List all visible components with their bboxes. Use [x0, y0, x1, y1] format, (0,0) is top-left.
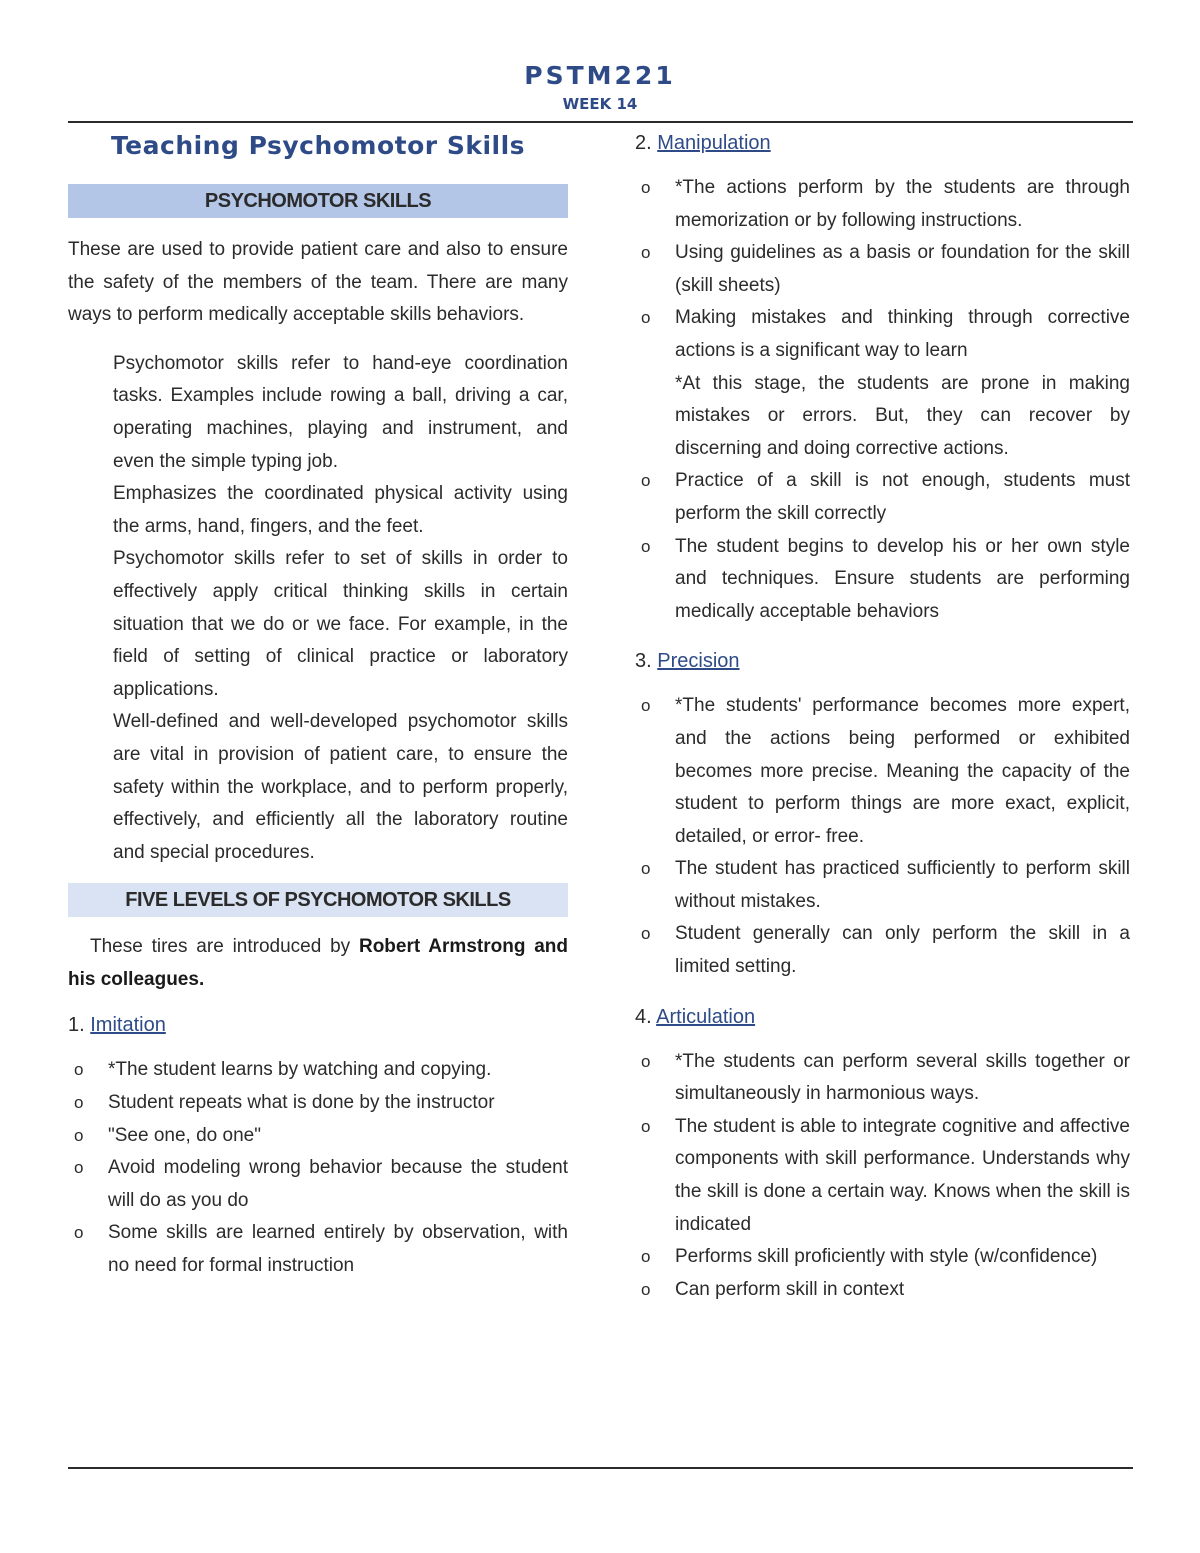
list-item-text: Using guidelines as a basis or foundation for the skill (skill sheets): [675, 242, 1130, 296]
bullet-icon: o: [641, 924, 651, 944]
header-rule: [68, 121, 1133, 123]
list-item-text: The student has practiced sufficiently to perform skill without mistakes.: [675, 858, 1130, 912]
list-item: [635, 1241, 1130, 1274]
level-heading: [635, 1000, 1130, 1034]
footer-rule: [68, 1467, 1133, 1469]
level-number: 4.: [635, 1005, 652, 1028]
list-item-text: Student generally can only perform the skill in a limited setting.: [675, 923, 1130, 978]
level-number: 3.: [635, 650, 652, 673]
bullet-icon: o: [74, 1158, 84, 1178]
levels-intro: [68, 931, 568, 996]
list-item: [635, 237, 1130, 302]
list-item-text: Student repeats what is done by the instructor: [108, 1092, 495, 1114]
paragraph: Psychomotor skills refer to set of skills in order to effectively apply critical thinking skills in certain situation that we do or we face. For example, in the field of setting of clinical practice or laboratory applications.: [113, 548, 568, 700]
list-item: [635, 1111, 1130, 1241]
bullet-icon: o: [641, 536, 651, 556]
level-block: [635, 644, 1130, 983]
bullet-icon: o: [641, 471, 651, 491]
level-name: Imitation: [90, 1014, 166, 1037]
bullet-icon: o: [641, 1051, 651, 1071]
document-title: Teaching Psychomotor Skills: [110, 131, 526, 160]
bullet-icon: o: [641, 308, 651, 328]
paragraph: Well-defined and well-developed psychomotor skills are vital in provision of patient care, to ensure the safety within the workplace, and to perform properly, effectively, and efficiently all the laboratory routine and special procedures.: [113, 711, 568, 863]
section-heading-psychomotor-skills: PSYCHOMOTOR SKILLS: [68, 184, 568, 218]
bullet-icon: o: [641, 859, 651, 879]
list-item-text: The student is able to integrate cognitive and affective components with skill performance. Understands why the skill is done a certain way. Knows when the skill is indicated: [675, 1115, 1130, 1235]
level-name: Precision: [657, 650, 740, 673]
level-bullet-list: [635, 690, 1130, 983]
list-item: [635, 1046, 1130, 1111]
level-heading: [635, 126, 1130, 160]
week-label: WEEK 14: [562, 95, 638, 113]
level-bullet-list: [635, 172, 1130, 628]
list-item-text: *The students can perform several skills together or simultaneously in harmonious ways.: [675, 1050, 1130, 1105]
list-item-text: *The students' performance becomes more expert, and the actions being performed or exhibited becomes more precise. Meaning the capacity of the student to perform things are more exact, explicit, detailed, or error- free.: [675, 695, 1130, 847]
level-block: [635, 126, 1130, 628]
list-item-text: The student begins to develop his or her own style and techniques. Ensure students are performing medically acceptable behaviors: [675, 535, 1130, 622]
list-item-text: Making mistakes and thinking through corrective actions is a significant way to learn: [675, 307, 1130, 361]
bullet-icon: o: [641, 696, 651, 716]
right-column: [635, 126, 1130, 1306]
list-item: [68, 1120, 568, 1153]
bullet-icon: o: [74, 1125, 84, 1145]
list-item: [68, 1087, 568, 1120]
bullet-icon: o: [641, 178, 651, 197]
list-item: [68, 1217, 568, 1282]
level-number: 1.: [68, 1014, 85, 1037]
level-number: 2.: [635, 132, 652, 154]
list-item: [635, 302, 1130, 465]
level-block: [68, 1008, 568, 1282]
list-item: [635, 172, 1130, 237]
level-name: Articulation: [656, 1005, 756, 1028]
list-item-text: Some skills are learned entirely by observation, with no need for formal instruction: [108, 1222, 568, 1277]
level-bullet-list: [635, 1046, 1130, 1307]
level-name: Manipulation: [657, 132, 771, 154]
level-heading: [635, 644, 1130, 678]
left-column: [68, 126, 568, 1283]
course-code: PSTM221: [524, 61, 676, 90]
list-item-text: Performs skill proficiently with style (w/confidence): [675, 1246, 1098, 1268]
bullet-icon: o: [74, 1060, 84, 1080]
list-item-text: Practice of a skill is not enough, students must perform the skill correctly: [675, 470, 1130, 524]
bullet-icon: o: [74, 1223, 84, 1243]
bullet-icon: o: [641, 1116, 651, 1136]
section-heading-five-levels: FIVE LEVELS OF PSYCHOMOTOR SKILLS: [68, 883, 568, 917]
bullet-icon: o: [641, 243, 651, 263]
list-item-text: Avoid modeling wrong behavior because the student will do as you do: [108, 1157, 568, 1211]
list-item: [635, 465, 1130, 530]
bullet-icon: o: [641, 1247, 651, 1267]
paragraph: Psychomotor skills refer to hand-eye coordination tasks. Examples include rowing a ball, driving a car, operating machines, playing and instrument, and even the simple typing job.: [113, 352, 568, 472]
list-item: [635, 531, 1130, 629]
list-item-text: *The student learns by watching and copying.: [108, 1059, 492, 1081]
list-item: [635, 1274, 1130, 1307]
list-item: [635, 918, 1130, 983]
page-header: [0, 60, 1200, 114]
levels-intro-text: These tires are introduced by: [90, 936, 359, 958]
list-item-text: *The actions perform by the students are through memorization or by following instructions.: [675, 177, 1130, 231]
list-item-text: Can perform skill in context: [675, 1278, 905, 1300]
paragraph: Emphasizes the coordinated physical activity using the arms, hand, fingers, and the feet.: [113, 483, 568, 537]
bullet-icon: o: [641, 1279, 651, 1299]
list-item: [68, 1152, 568, 1217]
level-block: [635, 1000, 1130, 1307]
level-bullet-list: [68, 1054, 568, 1282]
levels-intro-authors: Robert Armstrong and his colleagues.: [68, 936, 569, 990]
level-heading: [68, 1008, 568, 1042]
bullet-icon: o: [74, 1093, 84, 1113]
list-item-text: "See one, do one": [108, 1124, 261, 1146]
list-item: [68, 1054, 568, 1087]
section-intro: These are used to provide patient care and also to ensure the safety of the members of the team. There are many ways to perform medically acceptable skills behaviors.: [68, 239, 568, 326]
indented-paragraphs: [113, 348, 568, 870]
list-item-text: *At this stage, the students are prone in making mistakes or errors. But, they can recover by discerning and doing corrective actions.: [675, 372, 1130, 459]
list-item: [635, 853, 1130, 918]
list-item: [635, 690, 1130, 853]
